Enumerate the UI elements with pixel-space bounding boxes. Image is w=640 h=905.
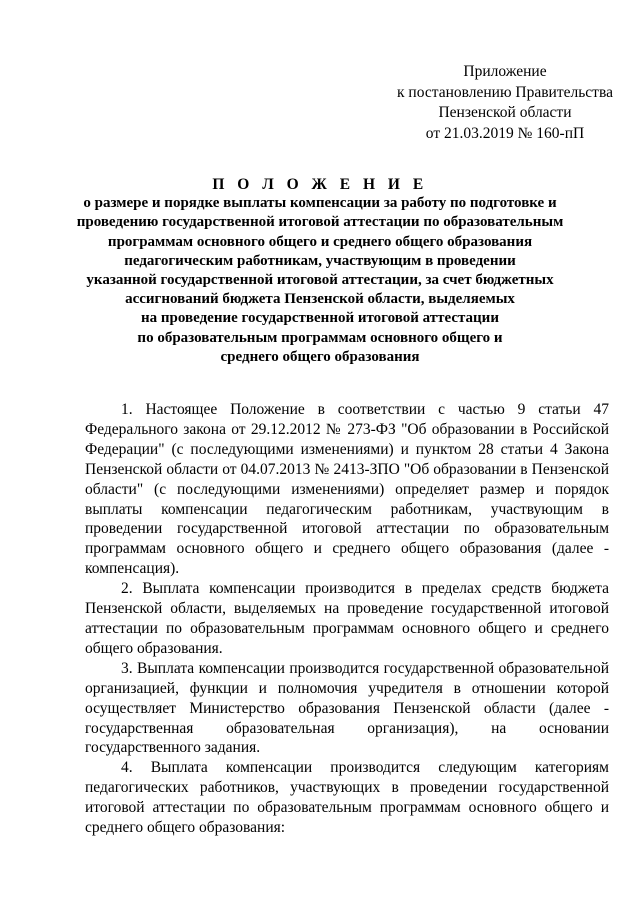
appendix-label: Приложение xyxy=(463,63,547,80)
title-line: ассигнований бюджета Пензенской области, выделяемых xyxy=(125,291,515,308)
title-heading: П О Л О Ж Е Н И Е xyxy=(212,176,428,193)
document-title xyxy=(40,175,600,367)
appendix-date-number: от 21.03.2019 № 160-пП xyxy=(425,124,585,142)
title-line: о размере и порядке выплаты компенсации за работу по подготовке и xyxy=(83,195,557,212)
title-line: на проведение государственной итоговой аттестации xyxy=(141,310,499,327)
title-line: программам основного общего и среднего общего образования xyxy=(107,233,533,250)
title-line: педагогическим работникам, участвующим в проведении xyxy=(124,252,516,269)
paragraph-3: 3. Выплата компенсации производится государственной образовательной организацией, функции и полномочия учредителя в отношении которой осуществляет Министерство образования Пензенской области (далее - государственная образовательная организация), на основании государственного задания. xyxy=(85,659,609,757)
title-line: проведению государственной итоговой аттестации по образовательным xyxy=(76,214,564,231)
title-line: указанной государственной итоговой аттестации, за счет бюджетных xyxy=(86,272,554,289)
paragraph-2: 2. Выплата компенсации производится в пределах средств бюджета Пензенской области, выделяемых на проведение государственной итоговой аттестации по образовательным программам основного общего и среднего общего образования. xyxy=(85,580,609,657)
appendix-resolution: к постановлению Правительства xyxy=(397,83,613,101)
appendix-block xyxy=(380,62,630,144)
title-line: по образовательным программам основного общего и xyxy=(137,329,503,346)
title-line: среднего общего образования xyxy=(220,348,420,365)
appendix-region: Пензенской области xyxy=(438,104,572,121)
paragraph-4: 4. Выплата компенсации производится следующим категориям педагогических работников, участвующих в проведении государственной итоговой аттестации по образовательным программам основного общего и среднего общего образования: xyxy=(85,759,609,837)
paragraph-1: 1. Настоящее Положение в соответствии с частью 9 статьи 47 Федерального закона от 29.12.2012 № 273-ФЗ "Об образовании в Российской Федерации" (с последующими изменениями) и пунктом 28 статьи 4 Закона Пензенской области от 04.07.2013 № 2413-ЗПО "Об образовании в Пензенской области" (с последующими изменениями) определяет размер и порядок выплаты компенсации педагогическим работникам, участвующим в проведении государственной итоговой аттестации по образовательным программам основного общего и среднего общего образования (далее - компенсация). xyxy=(85,401,609,578)
document-body xyxy=(85,400,609,838)
